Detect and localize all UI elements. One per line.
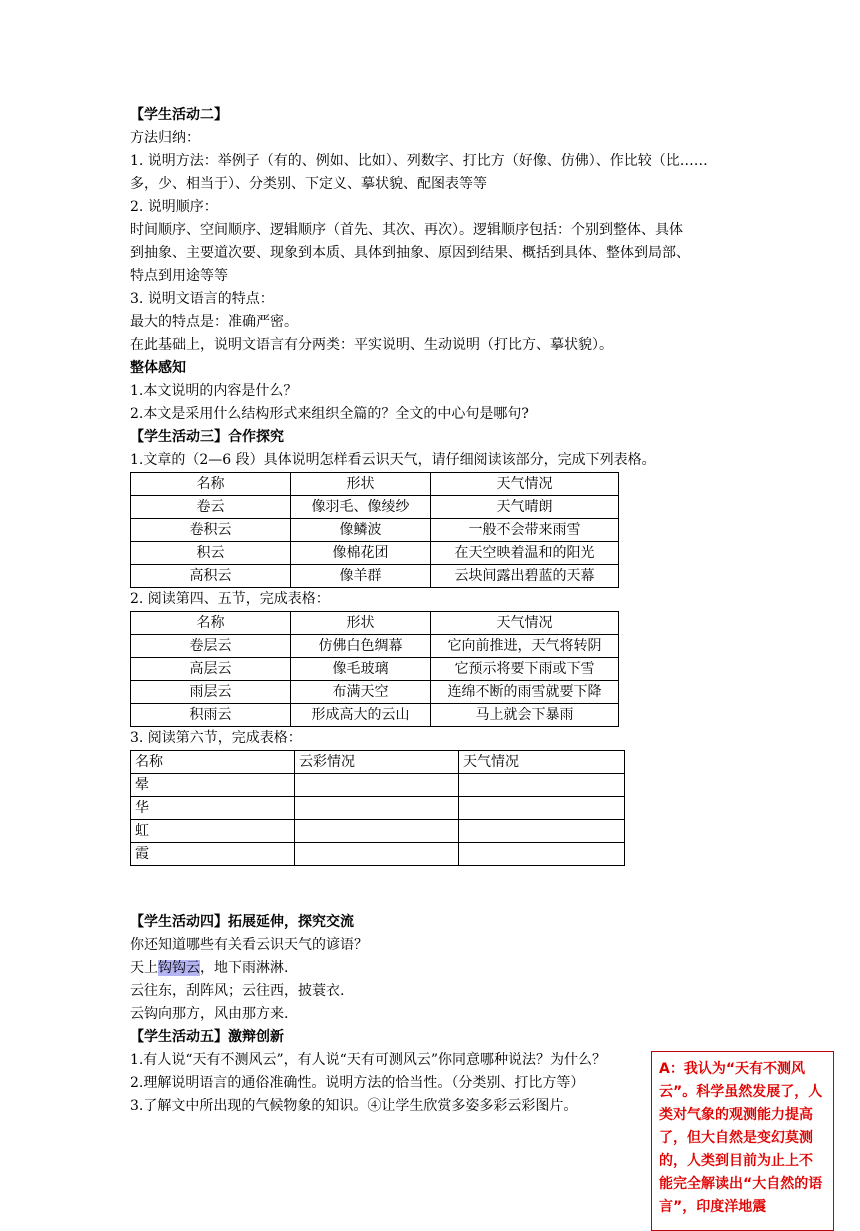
- table-cloud-colors: [130, 750, 625, 866]
- table-row: [131, 519, 619, 542]
- text-line: 2. 说明顺序：: [130, 199, 218, 215]
- text-line: 方法归纳：: [130, 130, 200, 146]
- table-cell: 华: [131, 797, 295, 820]
- text-line: 多，少、相当于）、分类别、下定义、摹状貌、配图表等等: [130, 176, 487, 192]
- table-cell: 它向前推进，天气将转阴: [431, 635, 619, 658]
- text-line: 最大的特点是：准确严密。: [130, 314, 298, 330]
- question-line: 1.有人说“天有不测风云”，有人说“天有可测风云”你同意哪种说法？为什么？: [130, 1052, 606, 1068]
- table-row: [131, 774, 625, 797]
- table-row: [131, 704, 619, 727]
- table-cell: 积云: [131, 542, 291, 565]
- activity2-heading: 【学生活动二】: [130, 107, 228, 123]
- table-cell: 像羽毛、像绫纱: [291, 496, 431, 519]
- text-line: 3. 说明文语言的特点：: [130, 291, 274, 307]
- header-cell: 天气情况: [431, 473, 619, 496]
- overall-heading: 整体感知: [130, 360, 186, 376]
- header-cell: 天气情况: [459, 751, 625, 774]
- table-row: [131, 496, 619, 519]
- table-cell: 像棉花团: [291, 542, 431, 565]
- table-cell: 连绵不断的雨雪就要下降: [431, 681, 619, 704]
- table-cell: 一般不会带来雨雪: [431, 519, 619, 542]
- table-cell: 积雨云: [131, 704, 291, 727]
- empty-cell[interactable]: [459, 820, 625, 843]
- table-cell: 在天空映着温和的阳光: [431, 542, 619, 565]
- table-row: [131, 658, 619, 681]
- document-body: [130, 104, 750, 1118]
- empty-cell[interactable]: [295, 774, 459, 797]
- proverb-line: 云往东，刮阵风；云往西，披蓑衣.: [130, 983, 345, 999]
- table-cell: 晕: [131, 774, 295, 797]
- text-line: 特点到用途等等: [130, 268, 228, 284]
- table-cell: 它预示将要下雨或下雪: [431, 658, 619, 681]
- activity3-q2: 2. 阅读第四、五节，完成表格：: [130, 591, 330, 607]
- table-cell: 像羊群: [291, 565, 431, 588]
- table-row: [131, 681, 619, 704]
- empty-cell[interactable]: [295, 797, 459, 820]
- spacer: [130, 866, 750, 911]
- activity3-heading: 【学生活动三】合作探究: [130, 429, 284, 445]
- empty-cell[interactable]: [459, 843, 625, 866]
- table-cell: 天气晴朗: [431, 496, 619, 519]
- table-header-row: [131, 473, 619, 496]
- text-line: 1. 说明方法：举例子（有的、例如、比如）、列数字、打比方（好像、仿佛）、作比较（比……: [130, 153, 708, 169]
- activity3-q3: 3. 阅读第六节，完成表格：: [130, 730, 302, 746]
- table-cloud-shapes-2: [130, 611, 619, 727]
- table-header-row: [131, 751, 625, 774]
- table-cell: 云块间露出碧蓝的天幕: [431, 565, 619, 588]
- activity5-heading: 【学生活动五】激辩创新: [130, 1029, 284, 1045]
- header-cell: 云彩情况: [295, 751, 459, 774]
- text-line: 到抽象、主要道次要、现象到本质、具体到抽象、原因到结果、概括到具体、整体到局部、: [130, 245, 690, 261]
- empty-cell[interactable]: [459, 797, 625, 820]
- question-line: 1.本文说明的内容是什么？: [130, 383, 298, 399]
- proverb-post: ，地下雨淋淋.: [200, 960, 289, 976]
- table-row: [131, 635, 619, 658]
- table-cell: 虹: [131, 820, 295, 843]
- table-cell: 仿佛白色绸幕: [291, 635, 431, 658]
- table-row: [131, 820, 625, 843]
- question-line: 3.了解文中所出现的气候物象的知识。④让学生欣赏多姿多彩云彩图片。: [130, 1098, 578, 1114]
- activity2-lines: [130, 127, 750, 357]
- table-row: [131, 797, 625, 820]
- table-cell: 像鳞波: [291, 519, 431, 542]
- table-row: [131, 843, 625, 866]
- proverb-pre: 天上: [130, 960, 158, 976]
- table-row: [131, 542, 619, 565]
- table-cell: 像毛玻璃: [291, 658, 431, 681]
- highlighted-text[interactable]: 钩钩云: [158, 960, 200, 976]
- text-line: 在此基础上，说明文语言有分两类：平实说明、生动说明（打比方、摹状貌）。: [130, 337, 613, 353]
- proverb-line: [130, 957, 750, 980]
- table-cell: 形成高大的云山: [291, 704, 431, 727]
- question-line: 2.理解说明语言的通俗准确性。说明方法的恰当性。（分类别、打比方等）: [130, 1075, 585, 1091]
- header-cell: 形状: [291, 612, 431, 635]
- header-cell: 名称: [131, 612, 291, 635]
- header-cell: 名称: [131, 473, 291, 496]
- table-cell: 卷云: [131, 496, 291, 519]
- table-header-row: [131, 612, 619, 635]
- header-cell: 名称: [131, 751, 295, 774]
- table-row: [131, 565, 619, 588]
- question-line: 2.本文是采用什么结构形式来组织全篇的？全文的中心句是哪句?: [130, 406, 529, 422]
- empty-cell[interactable]: [295, 843, 459, 866]
- table-cell: 霞: [131, 843, 295, 866]
- header-cell: 天气情况: [431, 612, 619, 635]
- table-cell: 卷层云: [131, 635, 291, 658]
- text-line: 时间顺序、空间顺序、逻辑顺序（首先、其次、再次）。逻辑顺序包括：个别到整体、具体: [130, 222, 683, 238]
- empty-cell[interactable]: [459, 774, 625, 797]
- proverb-line: 云钩向那方，风由那方来.: [130, 1006, 289, 1022]
- table-cell: 马上就会下暴雨: [431, 704, 619, 727]
- table-cell: 卷积云: [131, 519, 291, 542]
- text-line: 你还知道哪些有关看云识天气的谚语？: [130, 937, 368, 953]
- table-cell: 布满天空: [291, 681, 431, 704]
- activity4-heading: 【学生活动四】拓展延伸，探究交流: [130, 914, 354, 930]
- table-cell: 高积云: [131, 565, 291, 588]
- activity3-q1: 1.文章的（2—6 段）具体说明怎样看云识天气，请仔细阅读该部分，完成下列表格。: [130, 452, 656, 468]
- table-cloud-shapes-1: [130, 472, 619, 588]
- comment-balloon[interactable]: A：我认为“天有不测风云”。科学虽然发展了，人类对气象的观测能力提高了，但大自然是变幻莫测的，人类到目前为止上不能完全解读出“大自然的语言”，印度洋地震: [651, 1051, 834, 1231]
- table-cell: 高层云: [131, 658, 291, 681]
- table-cell: 雨层云: [131, 681, 291, 704]
- header-cell: 形状: [291, 473, 431, 496]
- empty-cell[interactable]: [295, 820, 459, 843]
